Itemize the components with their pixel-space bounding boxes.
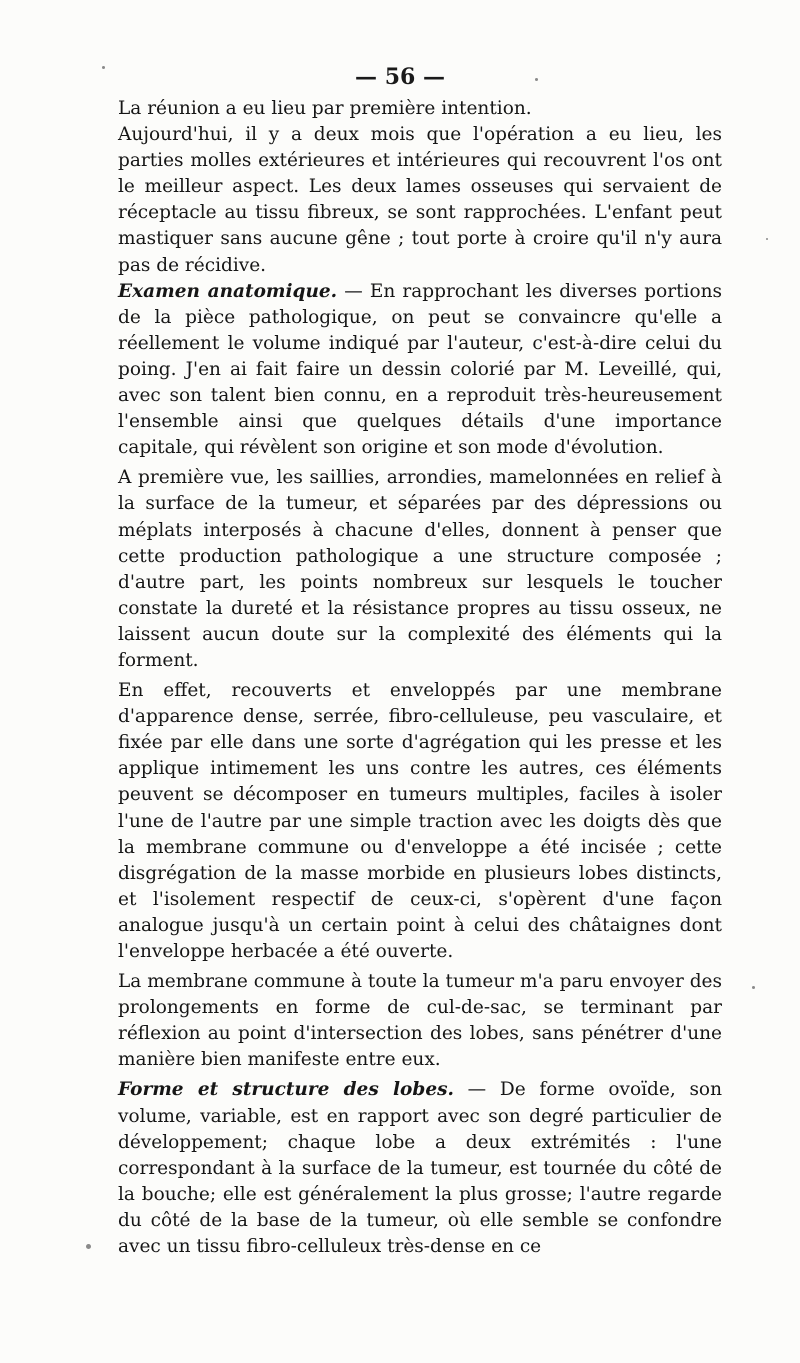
- paragraph-4-text: A première vue, les saillies, arrondies, mamelonnées en relief à la surface de la tumeur, et séparées par des dépressions ou méplats interposés à chacune d'elles, donnent à penser que cette production pathologique a une structure composée ; d'autre part, les points nombreux sur lesquels le toucher constate la dureté et la résistance propres au tissu osseux, ne laissent aucun doute sur la complexité des éléments qui la forment.: [118, 467, 722, 671]
- section-heading-forme: Forme et structure des lobes.: [118, 1079, 454, 1101]
- paragraph-1-text: La réunion a eu lieu par première intention.: [118, 98, 532, 119]
- print-speck: [535, 78, 538, 81]
- paragraph-5: [118, 678, 722, 965]
- paragraph-2: [118, 122, 722, 279]
- paragraph-1: [118, 96, 722, 122]
- paragraph-7-text: — De forme ovoïde, son volume, variable, est en rapport avec son degré particulier de développement; chaque lobe a deux extrémités : l'une correspondant à la surface de la tumeur, est tournée du côté de la bouche; elle est généralement la plus grosse; l'autre regarde du côté de la base de la tumeur, où elle semble se confondre avec un tissu fibro-celluleux très-dense en ce: [118, 1079, 722, 1258]
- print-speck: [752, 986, 755, 989]
- body-text: [118, 96, 722, 1260]
- paragraph-3-text: — En rapprochant les diverses portions de la pièce pathologique, on peut se convaincre qu'elle a réellement le volume indiqué par l'auteur, c'est-à-dire celui du poing. J'en ai fait faire un dessin colorié par M. Leveillé, qui, avec son talent bien connu, en a reproduit très-heureusement l'ensemble ainsi que quelques détails d'une importance capitale, qui révèlent son origine et son mode d'évolution.: [118, 280, 722, 459]
- print-speck: [766, 238, 768, 240]
- paragraph-4: [118, 465, 722, 674]
- paragraph-5-text: En effet, recouverts et enveloppés par une membrane d'apparence dense, serrée, fibro-celluleuse, peu vasculaire, et fixée par elle dans une sorte d'agrégation qui les presse et les applique intimement les uns contre les autres, ces éléments peuvent se décomposer en tumeurs multiples, faciles à isoler l'une de l'autre par une simple traction avec les doigts dès que la membrane commune ou d'enveloppe a été incisée ; cette disgrégation de la masse morbide en plusieurs lobes distincts, et l'isolement respectif de ceux-ci, s'opèrent d'une façon analogue jusqu'à un certain point à celui des châtaignes dont l'enveloppe herbacée a été ouverte.: [118, 680, 722, 962]
- paragraph-6: [118, 969, 722, 1073]
- print-speck: [86, 1244, 91, 1249]
- page-number: — 56 —: [355, 64, 445, 90]
- paragraph-6-text: La membrane commune à toute la tumeur m'a paru envoyer des prolongements en forme de cul-de-sac, se terminant par réflexion au point d'intersection des lobes, sans pénétrer d'une manière bien manifeste entre eux.: [118, 971, 722, 1071]
- section-heading-examen: Examen anatomique.: [118, 280, 338, 302]
- paragraph-3: [118, 279, 722, 462]
- paragraph-7: [118, 1077, 722, 1260]
- print-speck: [102, 66, 105, 69]
- paragraph-2-text: Aujourd'hui, il y a deux mois que l'opération a eu lieu, les parties molles extérieures et intérieures qui recouvrent l'os ont le meilleur aspect. Les deux lames osseuses qui servaient de réceptacle au tissu fibreux, se sont rapprochées. L'enfant peut mastiquer sans aucune gêne ; tout porte à croire qu'il n'y aura pas de récidive.: [118, 124, 722, 276]
